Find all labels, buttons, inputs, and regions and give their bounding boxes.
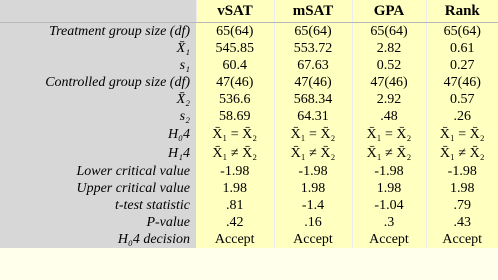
table-cell: 47(46) (196, 74, 274, 91)
table-cell: .79 (426, 197, 498, 214)
table-cell: 1.98 (274, 180, 352, 197)
table-cell: 65(64) (196, 23, 274, 41)
table-cell: 0.27 (426, 57, 498, 74)
table-cell: -1.98 (196, 163, 274, 180)
table-cell: Accept (274, 231, 352, 248)
table-row (0, 74, 498, 91)
table-row (0, 214, 498, 231)
table-cell: -1.4 (274, 197, 352, 214)
row-label: Lower critical value (0, 163, 196, 180)
table-cell: X̄₁ ≠ X̄₂ (274, 144, 352, 163)
table-row (0, 40, 498, 57)
row-label: s₂ (0, 108, 196, 125)
table-cell: -1.98 (274, 163, 352, 180)
row-label: t-test statistic (0, 197, 196, 214)
table-cell: Accept (196, 231, 274, 248)
table-cell: .48 (352, 108, 426, 125)
table-cell: 47(46) (274, 74, 352, 91)
table-cell: X̄₁ ≠ X̄₂ (426, 144, 498, 163)
table-cell: 553.72 (274, 40, 352, 57)
table-cell: .42 (196, 214, 274, 231)
row-label: X̄₂ (0, 91, 196, 108)
table-cell: 2.92 (352, 91, 426, 108)
table-row (0, 197, 498, 214)
table-cell: Accept (352, 231, 426, 248)
row-label: Upper critical value (0, 180, 196, 197)
table-cell: 47(46) (426, 74, 498, 91)
table-row (0, 23, 498, 41)
row-label: H₀4 decision (0, 231, 196, 248)
column-header-rank: Rank (426, 0, 498, 23)
table-row (0, 125, 498, 144)
table-cell: 60.4 (196, 57, 274, 74)
table-cell: -1.98 (426, 163, 498, 180)
table-cell: X̄₁ = X̄₂ (352, 125, 426, 144)
table-cell: X̄₁ ≠ X̄₂ (196, 144, 274, 163)
row-label: Controlled group size (df) (0, 74, 196, 91)
table-cell: 0.57 (426, 91, 498, 108)
header-row (0, 0, 498, 23)
table-cell: -1.98 (352, 163, 426, 180)
table-cell: .43 (426, 214, 498, 231)
corner-cell (0, 0, 196, 23)
table-row (0, 144, 498, 163)
table-cell: 545.85 (196, 40, 274, 57)
table-cell: X̄₁ ≠ X̄₂ (352, 144, 426, 163)
table-row (0, 231, 498, 248)
table-row (0, 91, 498, 108)
table-cell: X̄₁ = X̄₂ (274, 125, 352, 144)
table-cell: X̄₁ = X̄₂ (196, 125, 274, 144)
table-cell: 2.82 (352, 40, 426, 57)
row-label: H₀4 (0, 125, 196, 144)
table-cell: 65(64) (352, 23, 426, 41)
table-cell: .3 (352, 214, 426, 231)
table-cell: 0.61 (426, 40, 498, 57)
row-label: P-value (0, 214, 196, 231)
table-cell: 0.52 (352, 57, 426, 74)
table-cell: 65(64) (274, 23, 352, 41)
table-cell: 67.63 (274, 57, 352, 74)
table-cell: 58.69 (196, 108, 274, 125)
table-cell: X̄₁ = X̄₂ (426, 125, 498, 144)
table-cell: -1.04 (352, 197, 426, 214)
table-row (0, 57, 498, 74)
table-cell: 64.31 (274, 108, 352, 125)
column-header-msat: mSAT (274, 0, 352, 23)
table-row (0, 108, 498, 125)
table-cell: .26 (426, 108, 498, 125)
table-cell: 536.6 (196, 91, 274, 108)
column-header-gpa: GPA (352, 0, 426, 23)
table-cell: 1.98 (426, 180, 498, 197)
table-cell: Accept (426, 231, 498, 248)
table-cell: .81 (196, 197, 274, 214)
column-header-vsat: vSAT (196, 0, 274, 23)
row-label: H₁4 (0, 144, 196, 163)
table-cell: 47(46) (352, 74, 426, 91)
table-cell: .16 (274, 214, 352, 231)
table-cell: 1.98 (352, 180, 426, 197)
table-cell: 1.98 (196, 180, 274, 197)
table-cell: 568.34 (274, 91, 352, 108)
table-cell: 65(64) (426, 23, 498, 41)
row-label: s₁ (0, 57, 196, 74)
table-row (0, 180, 498, 197)
row-label: Treatment group size (df) (0, 23, 196, 41)
row-label: X̄₁ (0, 40, 196, 57)
table-row (0, 163, 498, 180)
